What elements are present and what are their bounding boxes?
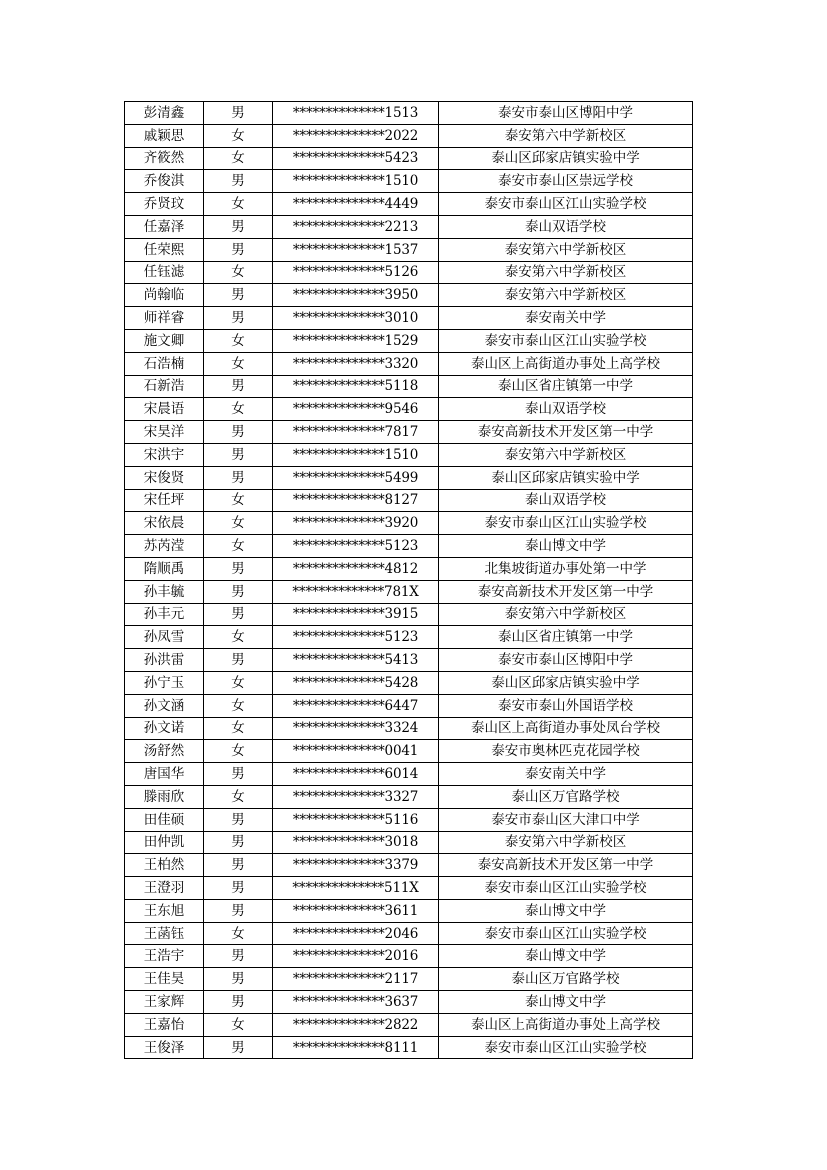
school-cell: 泰安市奥林匹克花园学校	[439, 740, 693, 763]
school-cell: 泰山区邱家店镇实验中学	[439, 671, 693, 694]
masked-id-cell: **************781X	[273, 580, 439, 603]
school-cell: 泰安第六中学新校区	[439, 443, 693, 466]
school-cell: 泰山区邱家店镇实验中学	[439, 147, 693, 170]
student-name-cell: 孙凤雪	[125, 626, 204, 649]
student-name-cell: 戚颖思	[125, 124, 204, 147]
gender-cell: 女	[204, 535, 273, 558]
school-cell: 泰山博文中学	[439, 899, 693, 922]
masked-id-cell: **************6014	[273, 763, 439, 786]
gender-cell: 男	[204, 899, 273, 922]
gender-cell: 男	[204, 421, 273, 444]
gender-cell: 女	[204, 124, 273, 147]
gender-cell: 男	[204, 307, 273, 330]
masked-id-cell: **************2016	[273, 945, 439, 968]
gender-cell: 男	[204, 968, 273, 991]
school-cell: 泰安市泰山区江山实验学校	[439, 922, 693, 945]
table-row	[125, 215, 693, 238]
student-name-cell: 王东旭	[125, 899, 204, 922]
student-name-cell: 宋俊贤	[125, 466, 204, 489]
student-name-cell: 彭清鑫	[125, 102, 204, 125]
school-cell: 泰安市泰山区博阳中学	[439, 102, 693, 125]
table-row	[125, 694, 693, 717]
gender-cell: 男	[204, 466, 273, 489]
masked-id-cell: **************511X	[273, 877, 439, 900]
masked-id-cell: **************1510	[273, 170, 439, 193]
gender-cell: 女	[204, 671, 273, 694]
masked-id-cell: **************4812	[273, 557, 439, 580]
table-row	[125, 557, 693, 580]
masked-id-cell: **************3950	[273, 284, 439, 307]
masked-id-cell: **************5116	[273, 808, 439, 831]
gender-cell: 男	[204, 763, 273, 786]
school-cell: 泰山双语学校	[439, 215, 693, 238]
table-row	[125, 649, 693, 672]
school-cell: 泰安市泰山区大津口中学	[439, 808, 693, 831]
student-name-cell: 孙文涵	[125, 694, 204, 717]
table-row	[125, 238, 693, 261]
masked-id-cell: **************9546	[273, 398, 439, 421]
student-name-cell: 汤舒然	[125, 740, 204, 763]
student-name-cell: 王嘉怡	[125, 1013, 204, 1036]
table-row	[125, 124, 693, 147]
student-name-cell: 乔贤玟	[125, 193, 204, 216]
masked-id-cell: **************3320	[273, 352, 439, 375]
table-row	[125, 375, 693, 398]
gender-cell: 女	[204, 785, 273, 808]
masked-id-cell: **************1537	[273, 238, 439, 261]
student-name-cell: 齐筱然	[125, 147, 204, 170]
gender-cell: 女	[204, 717, 273, 740]
gender-cell: 女	[204, 398, 273, 421]
student-name-cell: 尚翰临	[125, 284, 204, 307]
masked-id-cell: **************6447	[273, 694, 439, 717]
school-cell: 泰山区上高街道办事处上高学校	[439, 352, 693, 375]
table-row	[125, 421, 693, 444]
school-cell: 北集坡街道办事处第一中学	[439, 557, 693, 580]
student-name-cell: 孙丰毓	[125, 580, 204, 603]
school-cell: 泰安高新技术开发区第一中学	[439, 421, 693, 444]
table-row	[125, 785, 693, 808]
gender-cell: 男	[204, 443, 273, 466]
school-cell: 泰山区上高街道办事处上高学校	[439, 1013, 693, 1036]
gender-cell: 男	[204, 284, 273, 307]
masked-id-cell: **************5423	[273, 147, 439, 170]
masked-id-cell: **************1529	[273, 329, 439, 352]
gender-cell: 男	[204, 170, 273, 193]
student-name-cell: 唐国华	[125, 763, 204, 786]
school-cell: 泰山区省庄镇第一中学	[439, 375, 693, 398]
student-name-cell: 施文卿	[125, 329, 204, 352]
masked-id-cell: **************5123	[273, 535, 439, 558]
student-name-cell: 宋任坪	[125, 489, 204, 512]
table-row	[125, 968, 693, 991]
student-name-cell: 任荣熙	[125, 238, 204, 261]
table-row	[125, 329, 693, 352]
masked-id-cell: **************2213	[273, 215, 439, 238]
student-name-cell: 滕雨欣	[125, 785, 204, 808]
gender-cell: 女	[204, 1013, 273, 1036]
gender-cell: 女	[204, 512, 273, 535]
school-cell: 泰山区邱家店镇实验中学	[439, 466, 693, 489]
table-row	[125, 580, 693, 603]
masked-id-cell: **************3018	[273, 831, 439, 854]
table-row	[125, 489, 693, 512]
masked-id-cell: **************7817	[273, 421, 439, 444]
student-name-cell: 王佳昊	[125, 968, 204, 991]
table-row	[125, 899, 693, 922]
table-row	[125, 945, 693, 968]
gender-cell: 男	[204, 215, 273, 238]
school-cell: 泰安市泰山区江山实验学校	[439, 877, 693, 900]
school-cell: 泰安第六中学新校区	[439, 831, 693, 854]
student-name-cell: 任钰滤	[125, 261, 204, 284]
school-cell: 泰安市泰山区江山实验学校	[439, 1036, 693, 1059]
school-cell: 泰山区万官路学校	[439, 968, 693, 991]
gender-cell: 男	[204, 831, 273, 854]
student-name-cell: 王俊泽	[125, 1036, 204, 1059]
gender-cell: 男	[204, 991, 273, 1014]
table-row	[125, 854, 693, 877]
school-cell: 泰山博文中学	[439, 535, 693, 558]
gender-cell: 男	[204, 1036, 273, 1059]
student-name-cell: 王家辉	[125, 991, 204, 1014]
gender-cell: 女	[204, 740, 273, 763]
masked-id-cell: **************3637	[273, 991, 439, 1014]
student-name-cell: 隋顺禹	[125, 557, 204, 580]
table-row	[125, 466, 693, 489]
masked-id-cell: **************3379	[273, 854, 439, 877]
gender-cell: 男	[204, 808, 273, 831]
masked-id-cell: **************5413	[273, 649, 439, 672]
masked-id-cell: **************1513	[273, 102, 439, 125]
student-name-cell: 田佳硕	[125, 808, 204, 831]
masked-id-cell: **************2046	[273, 922, 439, 945]
school-cell: 泰山区上高街道办事处凤台学校	[439, 717, 693, 740]
table-row	[125, 398, 693, 421]
gender-cell: 女	[204, 147, 273, 170]
roster-body	[125, 102, 693, 1059]
masked-id-cell: **************5499	[273, 466, 439, 489]
school-cell: 泰安市泰山区崇远学校	[439, 170, 693, 193]
student-name-cell: 石新浩	[125, 375, 204, 398]
gender-cell: 女	[204, 626, 273, 649]
student-name-cell: 田仲凯	[125, 831, 204, 854]
table-row	[125, 603, 693, 626]
gender-cell: 女	[204, 261, 273, 284]
gender-cell: 男	[204, 603, 273, 626]
gender-cell: 男	[204, 375, 273, 398]
masked-id-cell: **************2022	[273, 124, 439, 147]
masked-id-cell: **************1510	[273, 443, 439, 466]
gender-cell: 男	[204, 102, 273, 125]
table-row	[125, 991, 693, 1014]
table-row	[125, 763, 693, 786]
student-name-cell: 宋依晨	[125, 512, 204, 535]
school-cell: 泰安市泰山外国语学校	[439, 694, 693, 717]
masked-id-cell: **************2822	[273, 1013, 439, 1036]
student-name-cell: 王柏然	[125, 854, 204, 877]
table-row	[125, 284, 693, 307]
school-cell: 泰安南关中学	[439, 763, 693, 786]
school-cell: 泰安高新技术开发区第一中学	[439, 854, 693, 877]
masked-id-cell: **************3920	[273, 512, 439, 535]
table-row	[125, 922, 693, 945]
school-cell: 泰山博文中学	[439, 991, 693, 1014]
gender-cell: 男	[204, 945, 273, 968]
table-row	[125, 102, 693, 125]
school-cell: 泰山双语学校	[439, 398, 693, 421]
gender-cell: 男	[204, 557, 273, 580]
student-name-cell: 宋昊洋	[125, 421, 204, 444]
table-row	[125, 443, 693, 466]
table-row	[125, 717, 693, 740]
school-cell: 泰安第六中学新校区	[439, 261, 693, 284]
school-cell: 泰安第六中学新校区	[439, 603, 693, 626]
masked-id-cell: **************5123	[273, 626, 439, 649]
gender-cell: 女	[204, 352, 273, 375]
school-cell: 泰山区省庄镇第一中学	[439, 626, 693, 649]
student-name-cell: 孙宁玉	[125, 671, 204, 694]
masked-id-cell: **************5118	[273, 375, 439, 398]
table-row	[125, 307, 693, 330]
masked-id-cell: **************3915	[273, 603, 439, 626]
school-cell: 泰安高新技术开发区第一中学	[439, 580, 693, 603]
masked-id-cell: **************3611	[273, 899, 439, 922]
masked-id-cell: **************3010	[273, 307, 439, 330]
table-row	[125, 535, 693, 558]
gender-cell: 男	[204, 580, 273, 603]
school-cell: 泰安市泰山区江山实验学校	[439, 329, 693, 352]
student-name-cell: 孙洪雷	[125, 649, 204, 672]
gender-cell: 男	[204, 877, 273, 900]
school-cell: 泰安市泰山区江山实验学校	[439, 193, 693, 216]
table-row	[125, 170, 693, 193]
student-name-cell: 石浩楠	[125, 352, 204, 375]
table-row	[125, 626, 693, 649]
student-name-cell: 任嘉泽	[125, 215, 204, 238]
school-cell: 泰安第六中学新校区	[439, 284, 693, 307]
student-name-cell: 王澄羽	[125, 877, 204, 900]
student-name-cell: 孙文诺	[125, 717, 204, 740]
school-cell: 泰安市泰山区博阳中学	[439, 649, 693, 672]
student-name-cell: 师祥睿	[125, 307, 204, 330]
table-row	[125, 831, 693, 854]
gender-cell: 女	[204, 489, 273, 512]
school-cell: 泰安南关中学	[439, 307, 693, 330]
gender-cell: 女	[204, 329, 273, 352]
gender-cell: 女	[204, 193, 273, 216]
table-row	[125, 352, 693, 375]
student-name-cell: 宋晨语	[125, 398, 204, 421]
masked-id-cell: **************8111	[273, 1036, 439, 1059]
table-row	[125, 671, 693, 694]
masked-id-cell: **************5126	[273, 261, 439, 284]
school-cell: 泰安市泰山区江山实验学校	[439, 512, 693, 535]
school-cell: 泰安第六中学新校区	[439, 124, 693, 147]
school-cell: 泰山双语学校	[439, 489, 693, 512]
masked-id-cell: **************3324	[273, 717, 439, 740]
table-row	[125, 877, 693, 900]
masked-id-cell: **************4449	[273, 193, 439, 216]
masked-id-cell: **************3327	[273, 785, 439, 808]
masked-id-cell: **************5428	[273, 671, 439, 694]
table-row	[125, 1036, 693, 1059]
gender-cell: 男	[204, 649, 273, 672]
gender-cell: 女	[204, 922, 273, 945]
table-row	[125, 261, 693, 284]
table-row	[125, 808, 693, 831]
masked-id-cell: **************2117	[273, 968, 439, 991]
gender-cell: 男	[204, 238, 273, 261]
table-row	[125, 1013, 693, 1036]
student-name-cell: 王浩宇	[125, 945, 204, 968]
masked-id-cell: **************8127	[273, 489, 439, 512]
gender-cell: 男	[204, 854, 273, 877]
student-name-cell: 王菡钰	[125, 922, 204, 945]
table-row	[125, 193, 693, 216]
student-name-cell: 乔俊淇	[125, 170, 204, 193]
school-cell: 泰山区万官路学校	[439, 785, 693, 808]
table-row	[125, 147, 693, 170]
gender-cell: 女	[204, 694, 273, 717]
table-row	[125, 740, 693, 763]
school-cell: 泰山博文中学	[439, 945, 693, 968]
table-row	[125, 512, 693, 535]
student-name-cell: 苏芮滢	[125, 535, 204, 558]
masked-id-cell: **************0041	[273, 740, 439, 763]
student-roster-table	[124, 101, 693, 1059]
student-name-cell: 宋洪宇	[125, 443, 204, 466]
school-cell: 泰安第六中学新校区	[439, 238, 693, 261]
student-name-cell: 孙丰元	[125, 603, 204, 626]
